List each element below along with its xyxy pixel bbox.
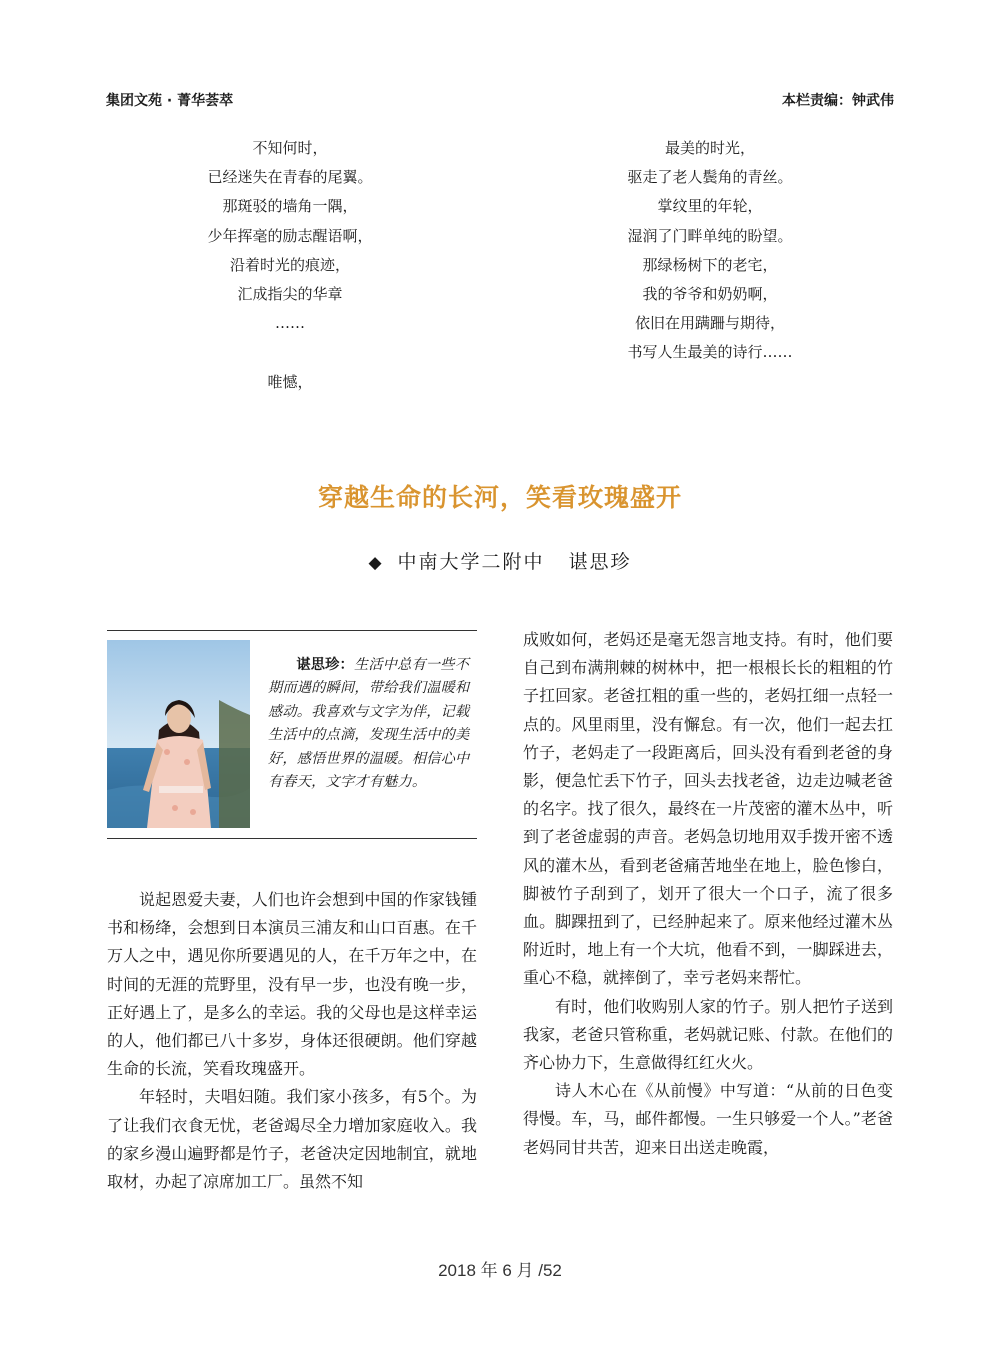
poem-line: 掌纹里的年轮， (657, 197, 763, 216)
bio-box-top-rule (107, 630, 477, 631)
author-photo-image (107, 640, 250, 828)
poem-line: 书写人生最美的诗行…… (627, 343, 793, 362)
article-body-right-column (523, 626, 893, 1162)
body-paragraph: 有时，他们收购别人家的竹子。别人把竹子送到我家，老爸只管称重，老妈就记账、付款。在他们的齐心协力下，生意做得红红火火。 (523, 996, 893, 1073)
poem-line: 少年挥毫的励志醒语啊， (207, 226, 373, 245)
poem-line: 不知何时， (252, 139, 328, 157)
poem-line: 唯憾， (267, 372, 313, 391)
author-bio (268, 654, 480, 794)
body-paragraph: 诗人木心在《从前慢》中写道：“从前的日色变得慢。车，马，邮件都慢。一生只够爱一个人。”老爸老妈同甘共苦，迎来日出送走晚霞， (523, 1081, 893, 1157)
author-school: 中南大学二附中 (397, 551, 545, 573)
bio-name: 谌思珍： (296, 657, 354, 673)
bio-text: 生活中总有一些不期而遇的瞬间，带给我们温暖和感动。我喜欢与文字为伴，记载生活中的点滴，发现生活中的美好，感悟世界的温暖。相信心中有春天，文字才有魅力。 (268, 657, 470, 791)
poem-line: 湿润了门畔单纯的盼望。 (627, 226, 793, 245)
poem-line: 依旧在用蹒跚与期待， (634, 314, 785, 333)
author-photo (107, 640, 250, 828)
page-footer: 2018 年 6 月 /52 (438, 1261, 562, 1280)
header-editor: 本栏责编：钟武伟 (782, 93, 894, 109)
poem-line: 最美的时光， (664, 139, 755, 157)
poem-left-column (100, 134, 480, 397)
poem-line: 沿着时光的痕迹， (229, 255, 350, 274)
body-paragraph: 年轻时，夫唱妇随。我们家小孩多，有5个。为了让我们衣食无忧，老爸竭尽全力增加家庭收入。我的家乡漫山遍野都是竹子，老爸决定因地制宜，就地取材，办起了凉席加工厂。虽然不知 (107, 1087, 477, 1192)
poem-line: 那斑驳的墙角一隅， (222, 197, 358, 216)
poem-line: 那绿杨树下的老宅， (642, 255, 778, 274)
diamond-icon: ◆ (368, 553, 384, 573)
bio-box-bottom-rule (107, 838, 477, 839)
article-byline (0, 547, 1000, 574)
poem-right-column (520, 134, 900, 368)
article-body-left-column (107, 886, 477, 1196)
poem-line (100, 338, 480, 367)
body-paragraph: 说起恩爱夫妻，人们也许会想到中国的作家钱锺书和杨绛，会想到日本演员三浦友和山口百惠。在千万人之中，遇见你所要遇见的人，在千万年之中，在时间的无涯的荒野里，没有早一步，也没有晚一步，正好遇上了，是多么的幸运。我的父母也是这样幸运的人，他们都已八十多岁，身体还很硬朗。他们穿越生命的长流，笑看玫瑰盛开。 (107, 890, 477, 1079)
poem-line: …… (275, 314, 305, 333)
header-column-name: 集团文苑 · 菁华荟萃 (106, 93, 234, 109)
poem-line: 汇成指尖的华章 (237, 285, 343, 304)
poem-line: 我的爷爷和奶奶啊， (642, 285, 778, 304)
author-name: 谌思珍 (568, 551, 632, 573)
body-paragraph: 成败如何，老妈还是毫无怨言地支持。有时，他们要自己到布满荆棘的树林中，把一根根长长的粗粗的竹子扛回家。老爸扛粗的重一些的，老妈扛细一点轻一点的。风里雨里，没有懈怠。有一次，他们一起去扛竹子，老妈走了一段距离后，回头没有看到老爸的身影，便急忙丢下竹子，回头去找老爸，边走边喊老爸的名字。找了很久，最终在一片茂密的灌木丛中，听到了老爸虚弱的声音。老妈急切地用双手拨开密不透风的灌木丛，看到老爸痛苦地坐在地上，脸色惨白，脚被竹子刮到了，划开了很大一个口子，流了很多血。脚踝扭到了，已经肿起来了。原来他经过灌木丛附近时，地上有一个大坑，他看不到，一脚踩进去，重心不稳，就摔倒了，幸亏老妈来帮忙。 (523, 630, 893, 988)
article-title: 穿越生命的长河，笑看玫瑰盛开 (317, 483, 682, 512)
poem-line: 已经迷失在青春的尾翼。 (207, 168, 373, 187)
poem-line: 驱走了老人鬓角的青丝。 (627, 168, 793, 187)
